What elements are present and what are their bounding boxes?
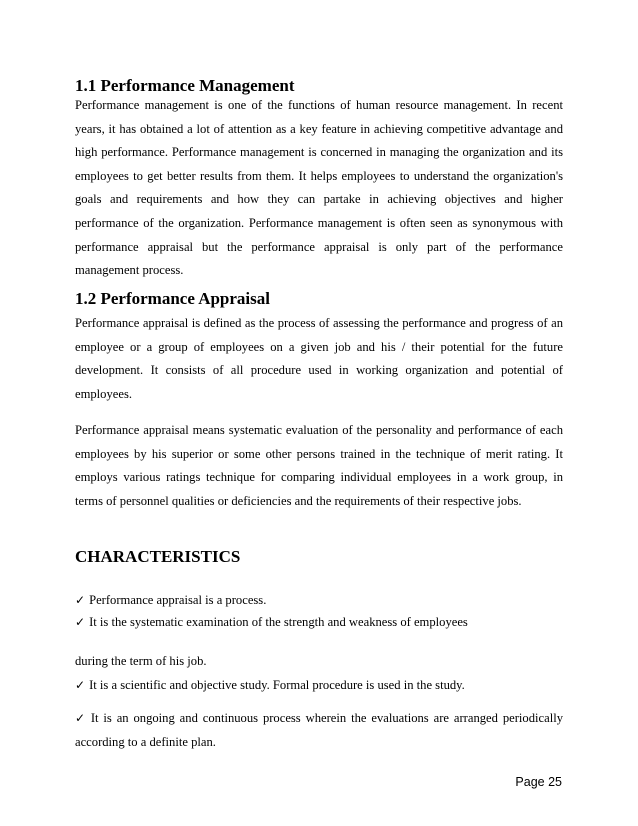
characteristic-item: [75, 707, 563, 754]
characteristic-text: It is the systematic examination of the strength and weakness of employees: [89, 615, 468, 629]
page-number: Page 25: [515, 775, 562, 789]
characteristic-text: It is an ongoing and continuous process wherein the evaluations are arranged periodically according to a definite plan.: [75, 711, 563, 749]
checkmark-icon: ✓: [75, 711, 87, 725]
paragraph-appraisal-definition: Performance appraisal is defined as the process of assessing the performance and progress of an employee or a group of employees on a given job and his / their potential for the future development. It consists of all procedure used in working organization and potential of employees.: [75, 316, 563, 401]
section-heading-performance-management: 1.1 Performance Management: [75, 76, 295, 95]
characteristic-text: It is a scientific and objective study. Formal procedure is used in the study.: [89, 678, 465, 692]
characteristic-continuation: during the term of his job.: [75, 654, 207, 668]
checkmark-icon: ✓: [75, 593, 86, 607]
characteristic-item: [75, 590, 563, 610]
characteristic-item: [75, 612, 563, 632]
checkmark-icon: ✓: [75, 615, 86, 629]
checkmark-icon: ✓: [75, 678, 86, 692]
characteristic-item: [75, 675, 563, 695]
characteristic-text: Performance appraisal is a process.: [89, 593, 267, 607]
section-heading-performance-appraisal: 1.2 Performance Appraisal: [75, 289, 270, 308]
paragraph-performance-management: Performance management is one of the functions of human resource management. In recent years, it has obtained a lot of attention as a key feature in achieving competitive advantage and high performance. Performance management is concerned in managing the organization and its employees to get better results from them. It helps employees to understand the organization's goals and requirements and how they can partake in achieving objectives and higher performance of the organization. Performance management is often seen as synonymous with performance appraisal but the performance appraisal is only part of the performance management process.: [75, 98, 563, 278]
section-heading-characteristics: CHARACTERISTICS: [75, 547, 241, 566]
paragraph-appraisal-meaning: Performance appraisal means systematic evaluation of the personality and performance of each employees by his superior or some other persons trained in the technique of merit rating. It employs various ratings technique for comparing individual employees in a work group, in terms of personnel qualities or deficiencies and the requirements of their respective jobs.: [75, 423, 563, 508]
